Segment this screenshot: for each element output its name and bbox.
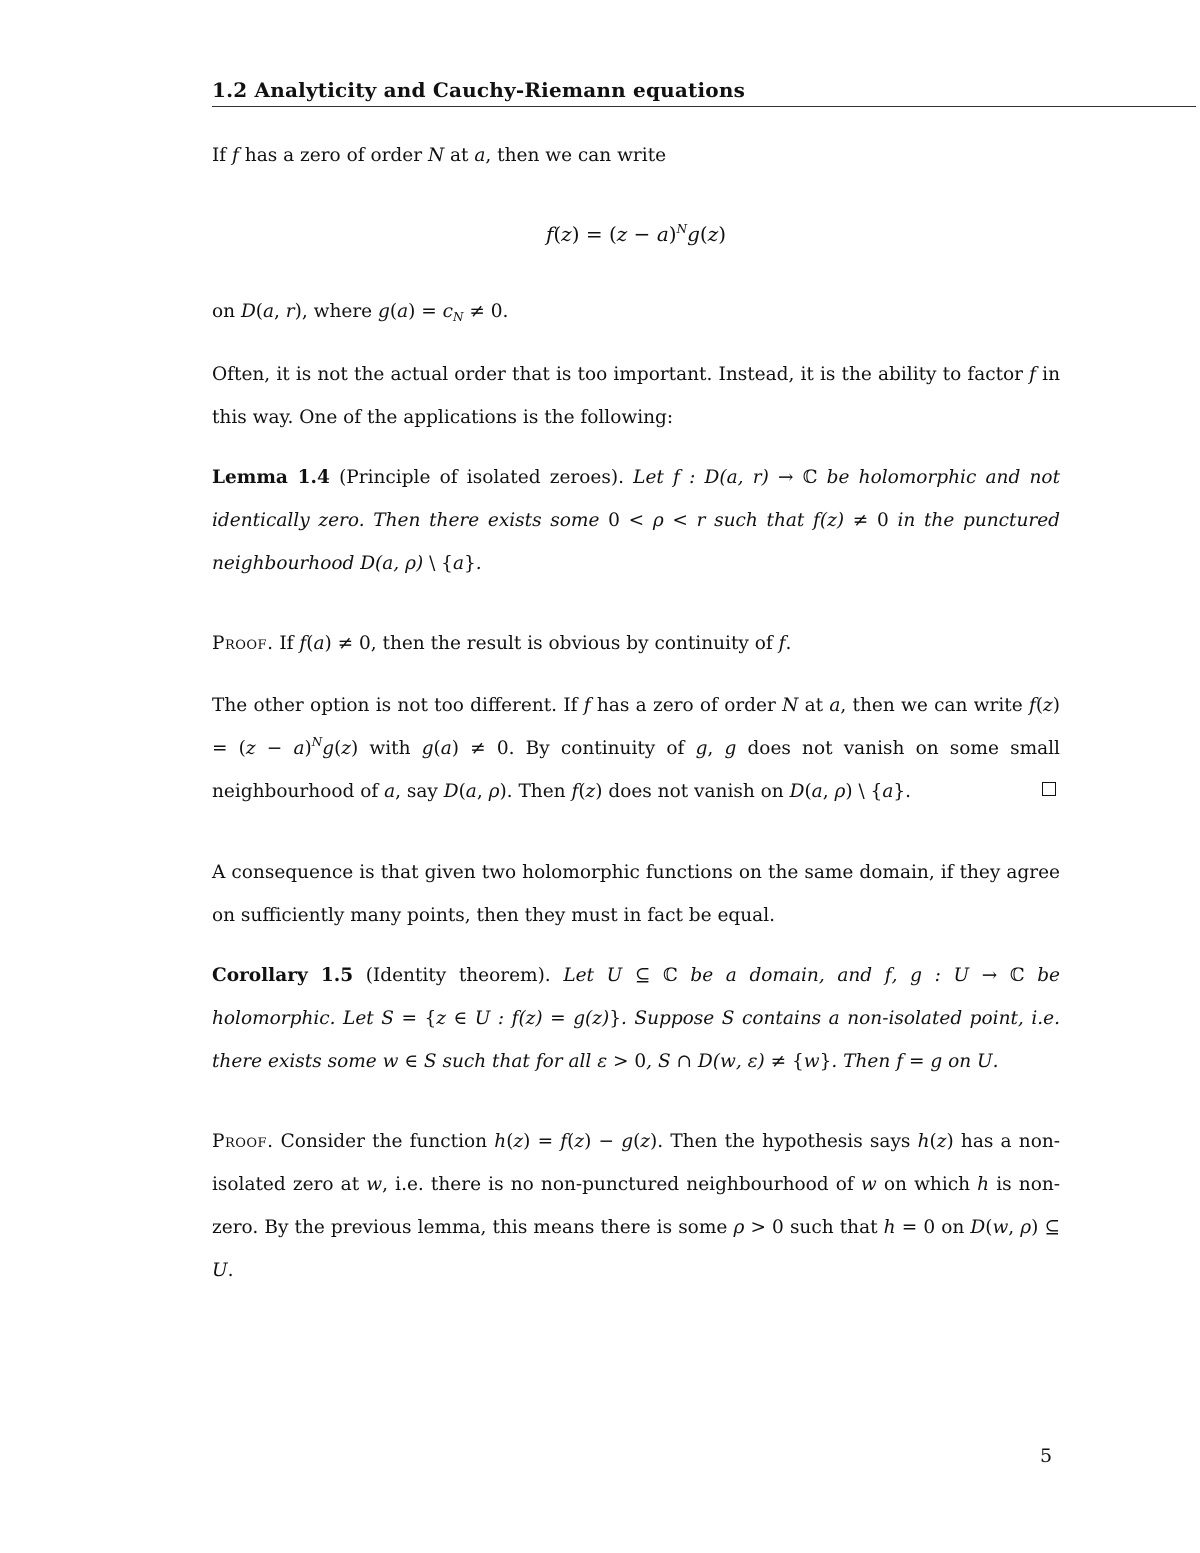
display-equation: $f(z) = (z - a)^Ng(z)$ [545,222,727,246]
paragraph-zero-order: If f has a zero of order N at a, then we can write [212,145,667,166]
proof2-text: Consider the function h(z) = f(z) − g(z). Then the hypothesis says h(z) has a non-isolated zero at w, i.e. there is no non-punctured neighbourhood of w on which h is non-zero. By the previous lemma, this means there is some ρ > 0 such that h = 0 on D(w, ρ) ⊆ U. [212,1131,1061,1281]
qed-box-icon [1042,782,1056,796]
corollary-body: Let U ⊆ ℂ be a domain, and f, g : U → ℂ be holomorphic. Let S = {z ∈ U : f(z) = g(z)}. Suppose S contains a non-isolated point, i.e. there exists some w ∈ S such that for all ε > 0, S ∩ D(w, ε) ≠ {w}. Then f = g on U. [212,965,1060,1072]
proof2-block [212,1120,1060,1292]
lemma-label: Lemma 1.4 [212,467,330,488]
proof1-label: Proof. [212,633,274,654]
corollary-block [212,954,1060,1083]
proof1-second: The other option is not too different. If f has a zero of order N at a, then we can write $f(z) = (z - a)^Ng(z)$ with g(a) ≠ 0. By continuity of g, g does not vanish on some small neighbourhood of a, say D(a, ρ). Then f(z) does not vanish on D(a, ρ) \ {a}. [212,695,1060,802]
paragraph-consequence: A consequence is that given two holomorphic functions on the same domain, if they agree on sufficiently many points, then they must in fact be equal. [212,862,1060,926]
lemma-block [212,456,1060,585]
corollary-name: (Identity theorem). [365,965,551,986]
lemma-body: Let f : D(a, r) → ℂ be holomorphic and not identically zero. Then there exists some 0 < ρ < r such that f(z) ≠ 0 in the punctured neighbourhood D(a, ρ) \ {a}. [212,467,1061,574]
paragraph-factor: Often, it is not the actual order that is too important. Instead, it is the ability to factor f in this way. One of the applications is the following: [212,364,1060,428]
paragraph-where: on D(a, r), where $g(a) = c_N \ne 0$. [212,301,509,324]
corollary-label: Corollary 1.5 [212,965,354,986]
proof2-label: Proof. [212,1131,274,1152]
running-header [212,76,1196,107]
page-number: 5 [1040,1445,1053,1467]
proof1-first [212,622,1060,665]
section-title: 1.2 Analyticity and Cauchy-Riemann equations [212,78,746,102]
lemma-name: (Principle of isolated zeroes). [339,467,624,488]
proof1-p1: If f(a) ≠ 0, then the result is obvious by continuity of f. [279,633,792,654]
